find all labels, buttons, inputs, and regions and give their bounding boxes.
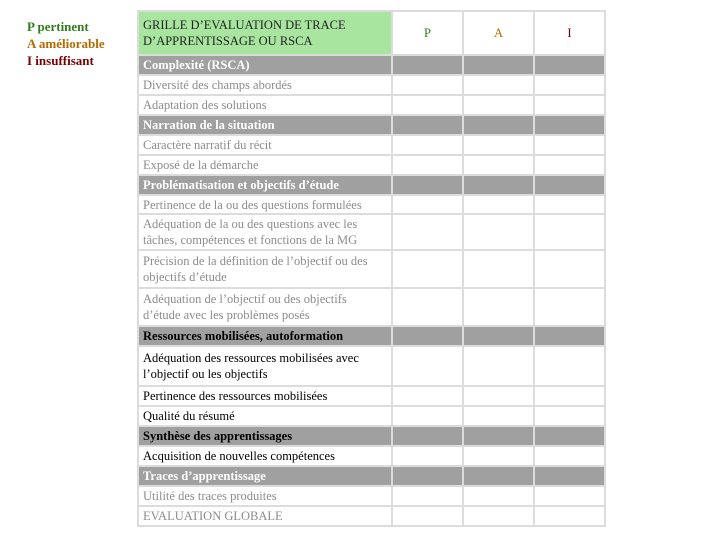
section-row — [138, 326, 605, 346]
rating-cell-i[interactable] — [534, 155, 605, 175]
grid-title: GRILLE D’EVALUATION DE TRACE D’APPRENTISSAGE OU RSCA — [138, 11, 392, 55]
section-label: Traces d’apprentissage — [138, 466, 392, 486]
rating-cell-p[interactable] — [392, 486, 463, 506]
section-row — [138, 426, 605, 446]
criterion-label: EVALUATION GLOBALE — [138, 506, 392, 526]
rating-cell-a[interactable] — [463, 135, 534, 155]
rating-cell-p[interactable] — [392, 506, 463, 526]
section-row — [138, 55, 605, 75]
criterion-label: Pertinence des ressources mobilisées — [138, 386, 392, 406]
rating-cell-p[interactable] — [392, 75, 463, 95]
rating-cell-p[interactable] — [392, 446, 463, 466]
criterion-label: Caractère narratif du récit — [138, 135, 392, 155]
column-header-a: A — [463, 11, 534, 55]
criterion-label: Qualité du résumé — [138, 406, 392, 426]
criterion-row — [138, 406, 605, 426]
rating-cell-a[interactable] — [463, 95, 534, 115]
rating-cell-i[interactable] — [534, 95, 605, 115]
rating-cell-i[interactable] — [534, 386, 605, 406]
rating-cell-p[interactable] — [392, 195, 463, 214]
rating-cell-i[interactable] — [534, 406, 605, 426]
rating-cell-i[interactable] — [534, 506, 605, 526]
criterion-row — [138, 346, 605, 386]
rating-cell-a[interactable] — [463, 426, 534, 446]
section-label: Synthèse des apprentissages — [138, 426, 392, 446]
rating-cell-p[interactable] — [392, 155, 463, 175]
criterion-label: Pertinence de la ou des questions formulées — [138, 195, 392, 214]
rating-cell-a[interactable] — [463, 346, 534, 386]
section-label: Complexité (RSCA) — [138, 55, 392, 75]
criterion-row — [138, 506, 605, 526]
rating-cell-a[interactable] — [463, 75, 534, 95]
section-label: Ressources mobilisées, autoformation — [138, 326, 392, 346]
rating-cell-a[interactable] — [463, 446, 534, 466]
column-header-i: I — [534, 11, 605, 55]
rating-cell-p[interactable] — [392, 288, 463, 326]
rating-cell-p[interactable] — [392, 214, 463, 250]
criterion-label: Acquisition de nouvelles compétences — [138, 446, 392, 466]
rating-cell-a[interactable] — [463, 214, 534, 250]
section-label: Problématisation et objectifs d’étude — [138, 175, 392, 195]
rating-cell-a[interactable] — [463, 326, 534, 346]
rating-cell-a[interactable] — [463, 250, 534, 288]
section-row — [138, 115, 605, 135]
rating-cell-p[interactable] — [392, 406, 463, 426]
rating-cell-i[interactable] — [534, 135, 605, 155]
rating-cell-p[interactable] — [392, 386, 463, 406]
criterion-row — [138, 386, 605, 406]
criterion-row — [138, 155, 605, 175]
legend-insuffisant: I insuffisant — [27, 53, 94, 68]
criterion-row — [138, 75, 605, 95]
criterion-label: Précision de la définition de l’objectif ou des objectifs d’étude — [138, 250, 392, 288]
rating-cell-a[interactable] — [463, 55, 534, 75]
rating-cell-i[interactable] — [534, 115, 605, 135]
rating-cell-p[interactable] — [392, 466, 463, 486]
rating-cell-i[interactable] — [534, 195, 605, 214]
rating-cell-p[interactable] — [392, 346, 463, 386]
rating-cell-i[interactable] — [534, 250, 605, 288]
rating-cell-p[interactable] — [392, 55, 463, 75]
rating-cell-i[interactable] — [534, 55, 605, 75]
rating-cell-p[interactable] — [392, 115, 463, 135]
rating-cell-i[interactable] — [534, 446, 605, 466]
rating-cell-a[interactable] — [463, 115, 534, 135]
criterion-label: Adéquation de l’objectif ou des objectifs d’étude avec les problèmes posés — [138, 288, 392, 326]
criterion-row — [138, 486, 605, 506]
legend-pertinent: P pertinent — [27, 19, 89, 34]
rating-cell-a[interactable] — [463, 466, 534, 486]
rating-cell-a[interactable] — [463, 195, 534, 214]
rating-cell-a[interactable] — [463, 175, 534, 195]
criterion-label: Exposé de la démarche — [138, 155, 392, 175]
rating-cell-p[interactable] — [392, 135, 463, 155]
criterion-label: Adéquation de la ou des questions avec les tâches, compétences et fonctions de la MG — [138, 214, 392, 250]
rating-cell-i[interactable] — [534, 346, 605, 386]
legend-ameliorable: A améliorable — [27, 36, 105, 51]
rating-cell-a[interactable] — [463, 288, 534, 326]
criterion-row — [138, 446, 605, 466]
criterion-label: Diversité des champs abordés — [138, 75, 392, 95]
rating-cell-p[interactable] — [392, 250, 463, 288]
section-row — [138, 175, 605, 195]
section-label: Narration de la situation — [138, 115, 392, 135]
section-row — [138, 466, 605, 486]
rating-cell-p[interactable] — [392, 426, 463, 446]
rating-cell-p[interactable] — [392, 175, 463, 195]
criterion-label: Adéquation des ressources mobilisées avec l’objectif ou les objectifs — [138, 346, 392, 386]
rating-cell-i[interactable] — [534, 175, 605, 195]
rating-cell-i[interactable] — [534, 466, 605, 486]
criterion-row — [138, 95, 605, 115]
rating-cell-a[interactable] — [463, 386, 534, 406]
criterion-row — [138, 195, 605, 214]
grid-header-row — [138, 11, 605, 55]
rating-cell-i[interactable] — [534, 326, 605, 346]
legend — [27, 18, 105, 69]
rating-cell-a[interactable] — [463, 506, 534, 526]
rating-cell-i[interactable] — [534, 486, 605, 506]
criterion-row — [138, 250, 605, 288]
criterion-label: Adaptation des solutions — [138, 95, 392, 115]
rating-cell-i[interactable] — [534, 75, 605, 95]
rating-cell-a[interactable] — [463, 486, 534, 506]
rating-cell-i[interactable] — [534, 288, 605, 326]
criterion-label: Utilité des traces produites — [138, 486, 392, 506]
criterion-row — [138, 288, 605, 326]
column-header-p: P — [392, 11, 463, 55]
rating-cell-i[interactable] — [534, 426, 605, 446]
criterion-row — [138, 135, 605, 155]
rating-cell-i[interactable] — [534, 214, 605, 250]
rating-cell-a[interactable] — [463, 155, 534, 175]
evaluation-grid — [137, 10, 606, 527]
rating-cell-p[interactable] — [392, 95, 463, 115]
rating-cell-p[interactable] — [392, 326, 463, 346]
criterion-row — [138, 214, 605, 250]
rating-cell-a[interactable] — [463, 406, 534, 426]
